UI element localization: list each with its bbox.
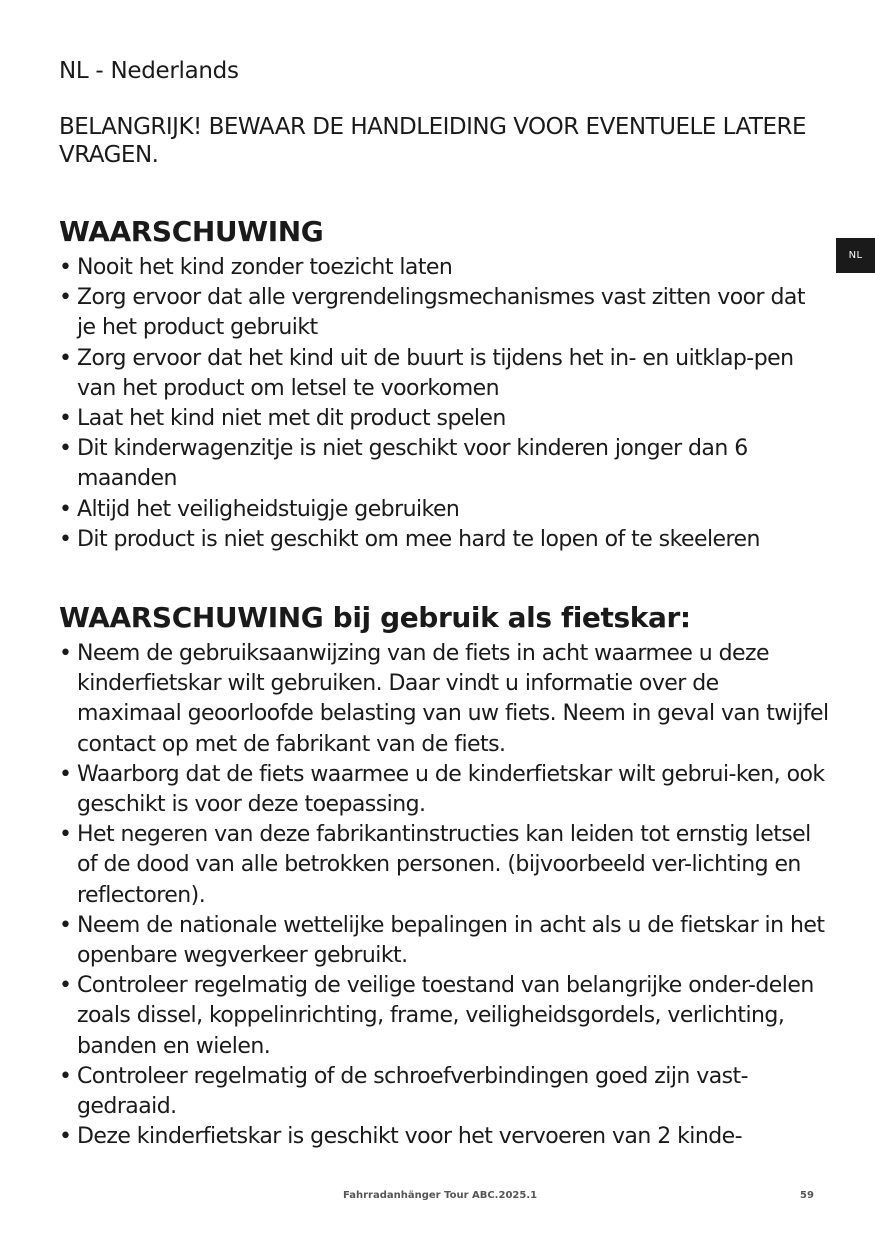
list-item (59, 971, 829, 1062)
list-item-text: Nooit het kind zonder toezicht laten (77, 255, 453, 280)
list-item (59, 495, 829, 525)
list-item-text: Neem de gebruiksaanwijzing van de fiets in acht waarmee u deze kinderfietskar wilt gebruiken. Daar vindt u informatie over de maximaal geoorloofde belasting van uw fiets. Neem in geval van twijfel contact op met de fabrikant van de fiets. (77, 641, 829, 757)
bullet-icon: • (59, 406, 72, 432)
bullet-icon: • (59, 1063, 72, 1089)
list-item (59, 253, 829, 283)
bullet-icon: • (59, 912, 72, 938)
list-item (59, 760, 829, 820)
bullet-icon: • (59, 285, 72, 311)
language-side-tab[interactable]: NL (836, 238, 875, 273)
bullet-icon: • (59, 496, 72, 522)
list-item (59, 911, 829, 971)
list-item (59, 283, 829, 343)
list-item (59, 525, 829, 555)
important-notice: BELANGRIJK! BEWAAR DE HANDLEIDING VOOR EVENTUELE LATERE VRAGEN. (59, 114, 807, 168)
bullet-icon: • (59, 973, 72, 999)
list-item-text: Waarborg dat de fiets waarmee u de kinderfietskar wilt gebrui-ken, ook geschikt is voor deze toepassing. (77, 761, 825, 818)
bike-trailer-warning-list (59, 639, 829, 1152)
list-item (59, 1062, 829, 1122)
list-item-text: Laat het kind niet met dit product spelen (77, 406, 506, 432)
bullet-icon: • (59, 1124, 72, 1150)
bullet-icon: • (59, 436, 72, 462)
bullet-icon: • (59, 822, 72, 848)
list-item-text: Deze kinderfietskar is geschikt voor het vervoeren van 2 kinde- (77, 1124, 743, 1150)
bullet-icon: • (59, 255, 72, 280)
list-item (59, 1122, 829, 1152)
warning-title: WAARSCHUWING (59, 215, 324, 248)
warning-list (59, 253, 829, 555)
list-item (59, 344, 829, 404)
list-item (59, 820, 829, 911)
bullet-icon: • (59, 641, 72, 666)
list-item-text: Dit kinderwagenzitje is niet geschikt voor kinderen jonger dan 6 maanden (77, 436, 748, 492)
list-item-text: Dit product is niet geschikt om mee hard te lopen of te skeeleren (77, 526, 760, 552)
list-item-text: Altijd het veiligheidstuigje gebruiken (77, 496, 460, 522)
footer-page-number: 59 (800, 1190, 814, 1201)
list-item-text: Zorg ervoor dat alle vergrendelingsmechanismes vast zitten voor dat je het product gebruikt (77, 285, 805, 341)
list-item-text: Controleer regelmatig de veilige toestand van belangrijke onder-delen zoals dissel, koppelinrichting, frame, veiligheidsgordels, verlichting, banden en wielen. (77, 973, 814, 1059)
bullet-icon: • (59, 526, 72, 552)
list-item-text: Het negeren van deze fabrikantinstructies kan leiden tot ernstig letsel of de dood van alle betrokken personen. (bijvoorbeeld ver-lichting en reflectoren). (77, 822, 811, 908)
language-header: NL - Nederlands (59, 58, 239, 84)
bullet-icon: • (59, 345, 72, 371)
footer-document-title: Fahrradanhänger Tour ABC.2025.1 (343, 1190, 538, 1201)
list-item (59, 639, 829, 760)
list-item (59, 404, 829, 434)
bike-trailer-warning-title: WAARSCHUWING bij gebruik als fietskar: (59, 601, 691, 634)
list-item-text: Neem de nationale wettelijke bepalingen in acht als u de fietskar in het openbare wegverkeer gebruikt. (77, 912, 825, 969)
bullet-icon: • (59, 761, 72, 787)
list-item-text: Controleer regelmatig of de schroefverbindingen goed zijn vast-gedraaid. (77, 1063, 749, 1120)
list-item (59, 434, 829, 494)
list-item-text: Zorg ervoor dat het kind uit de buurt is tijdens het in- en uitklap-pen van het product om letsel te voorkomen (77, 345, 794, 401)
